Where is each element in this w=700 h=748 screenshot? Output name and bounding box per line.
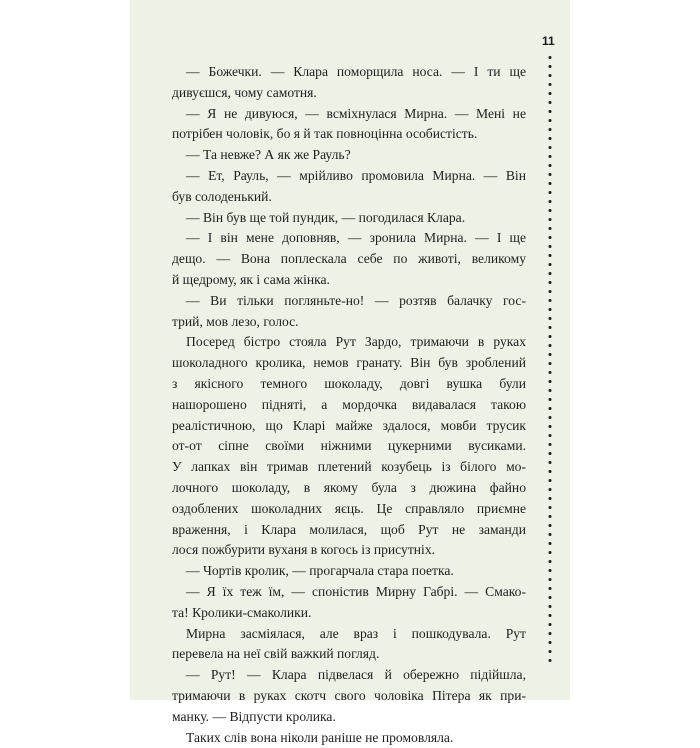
text-line: — Божечки. — Клара поморщила носа. — І ти ще — [172, 62, 526, 83]
text-line: — Та невже? А як же Рауль? — [172, 145, 526, 166]
text-line: реалістичною, що Кларі майже здалося, мовби трусик — [172, 416, 526, 437]
text-line: — І він мене доповняв, — зронила Мирна. — І ще — [172, 228, 526, 249]
text-line: нашорошено підняті, а мордочка видавалася такою — [172, 395, 526, 416]
text-line: манку. — Відпусти кролика. — [172, 707, 526, 728]
text-line: У лапках він тримав плетений козубець із білого мо- — [172, 457, 526, 478]
text-line: — Я не дивуюся, — всміхнулася Мирна. — Мені не — [172, 104, 526, 125]
text-line: — Я їх теж їм, — споністив Мирну Габрі. — Смако- — [172, 582, 526, 603]
text-line: й щедрому, як і сама жінка. — [172, 270, 526, 291]
text-line: тримаючи в руках скотч свого чоловіка Пітера як при- — [172, 686, 526, 707]
text-line: лося пожбурити вуханя в когось із присутніх. — [172, 540, 526, 561]
text-line: дещо. — Вона поплескала себе по животі, великому — [172, 249, 526, 270]
text-line: дивуєшся, чому самотня. — [172, 83, 526, 104]
text-line: Посеред бістро стояла Рут Зардо, тримаючи в руках — [172, 332, 526, 353]
text-line: Таких слів вона ніколи раніше не промовляла. — [172, 728, 526, 748]
page-number: 11 — [542, 34, 555, 48]
text-line: — Ет, Рауль, — мрійливо промовила Мирна. — Він — [172, 166, 526, 187]
text-line: — Рут! — Клара підвелася й обережно підійшла, — [172, 665, 526, 686]
text-line: та! Кролики-смаколики. — [172, 603, 526, 624]
text-line: — Чортів кролик, — прогарчала стара поетка. — [172, 561, 526, 582]
dotted-margin-rule — [547, 53, 553, 663]
text-line: трий, мов лезо, голос. — [172, 312, 526, 333]
text-line: лочного шоколаду, в якому була з дюжина файно — [172, 478, 526, 499]
text-line: оздоблених шоколадних яєць. Це справляло приємне — [172, 499, 526, 520]
text-line: потрібен чоловік, бо я й так повноцінна особистість. — [172, 124, 526, 145]
text-line: з якісного темного шоколаду, довгі вушка були — [172, 374, 526, 395]
body-text — [172, 62, 526, 748]
text-line: от-от сіпне своїми ніжними цукерними вусиками. — [172, 436, 526, 457]
text-line: перевела на неї свій важкий погляд. — [172, 644, 526, 665]
text-line: враження, і Клара молилася, щоб Рут не заманди — [172, 520, 526, 541]
text-line: Мирна засміялася, але враз і пошкодувала. Рут — [172, 624, 526, 645]
text-line: був солоденький. — [172, 187, 526, 208]
text-line: шоколадного кролика, немов гранату. Він був зроблений — [172, 353, 526, 374]
text-line: — Ви тільки погляньте-но! — розтяв балачку гос- — [172, 291, 526, 312]
text-line: — Він був ще той пундик, — погодилася Клара. — [172, 208, 526, 229]
